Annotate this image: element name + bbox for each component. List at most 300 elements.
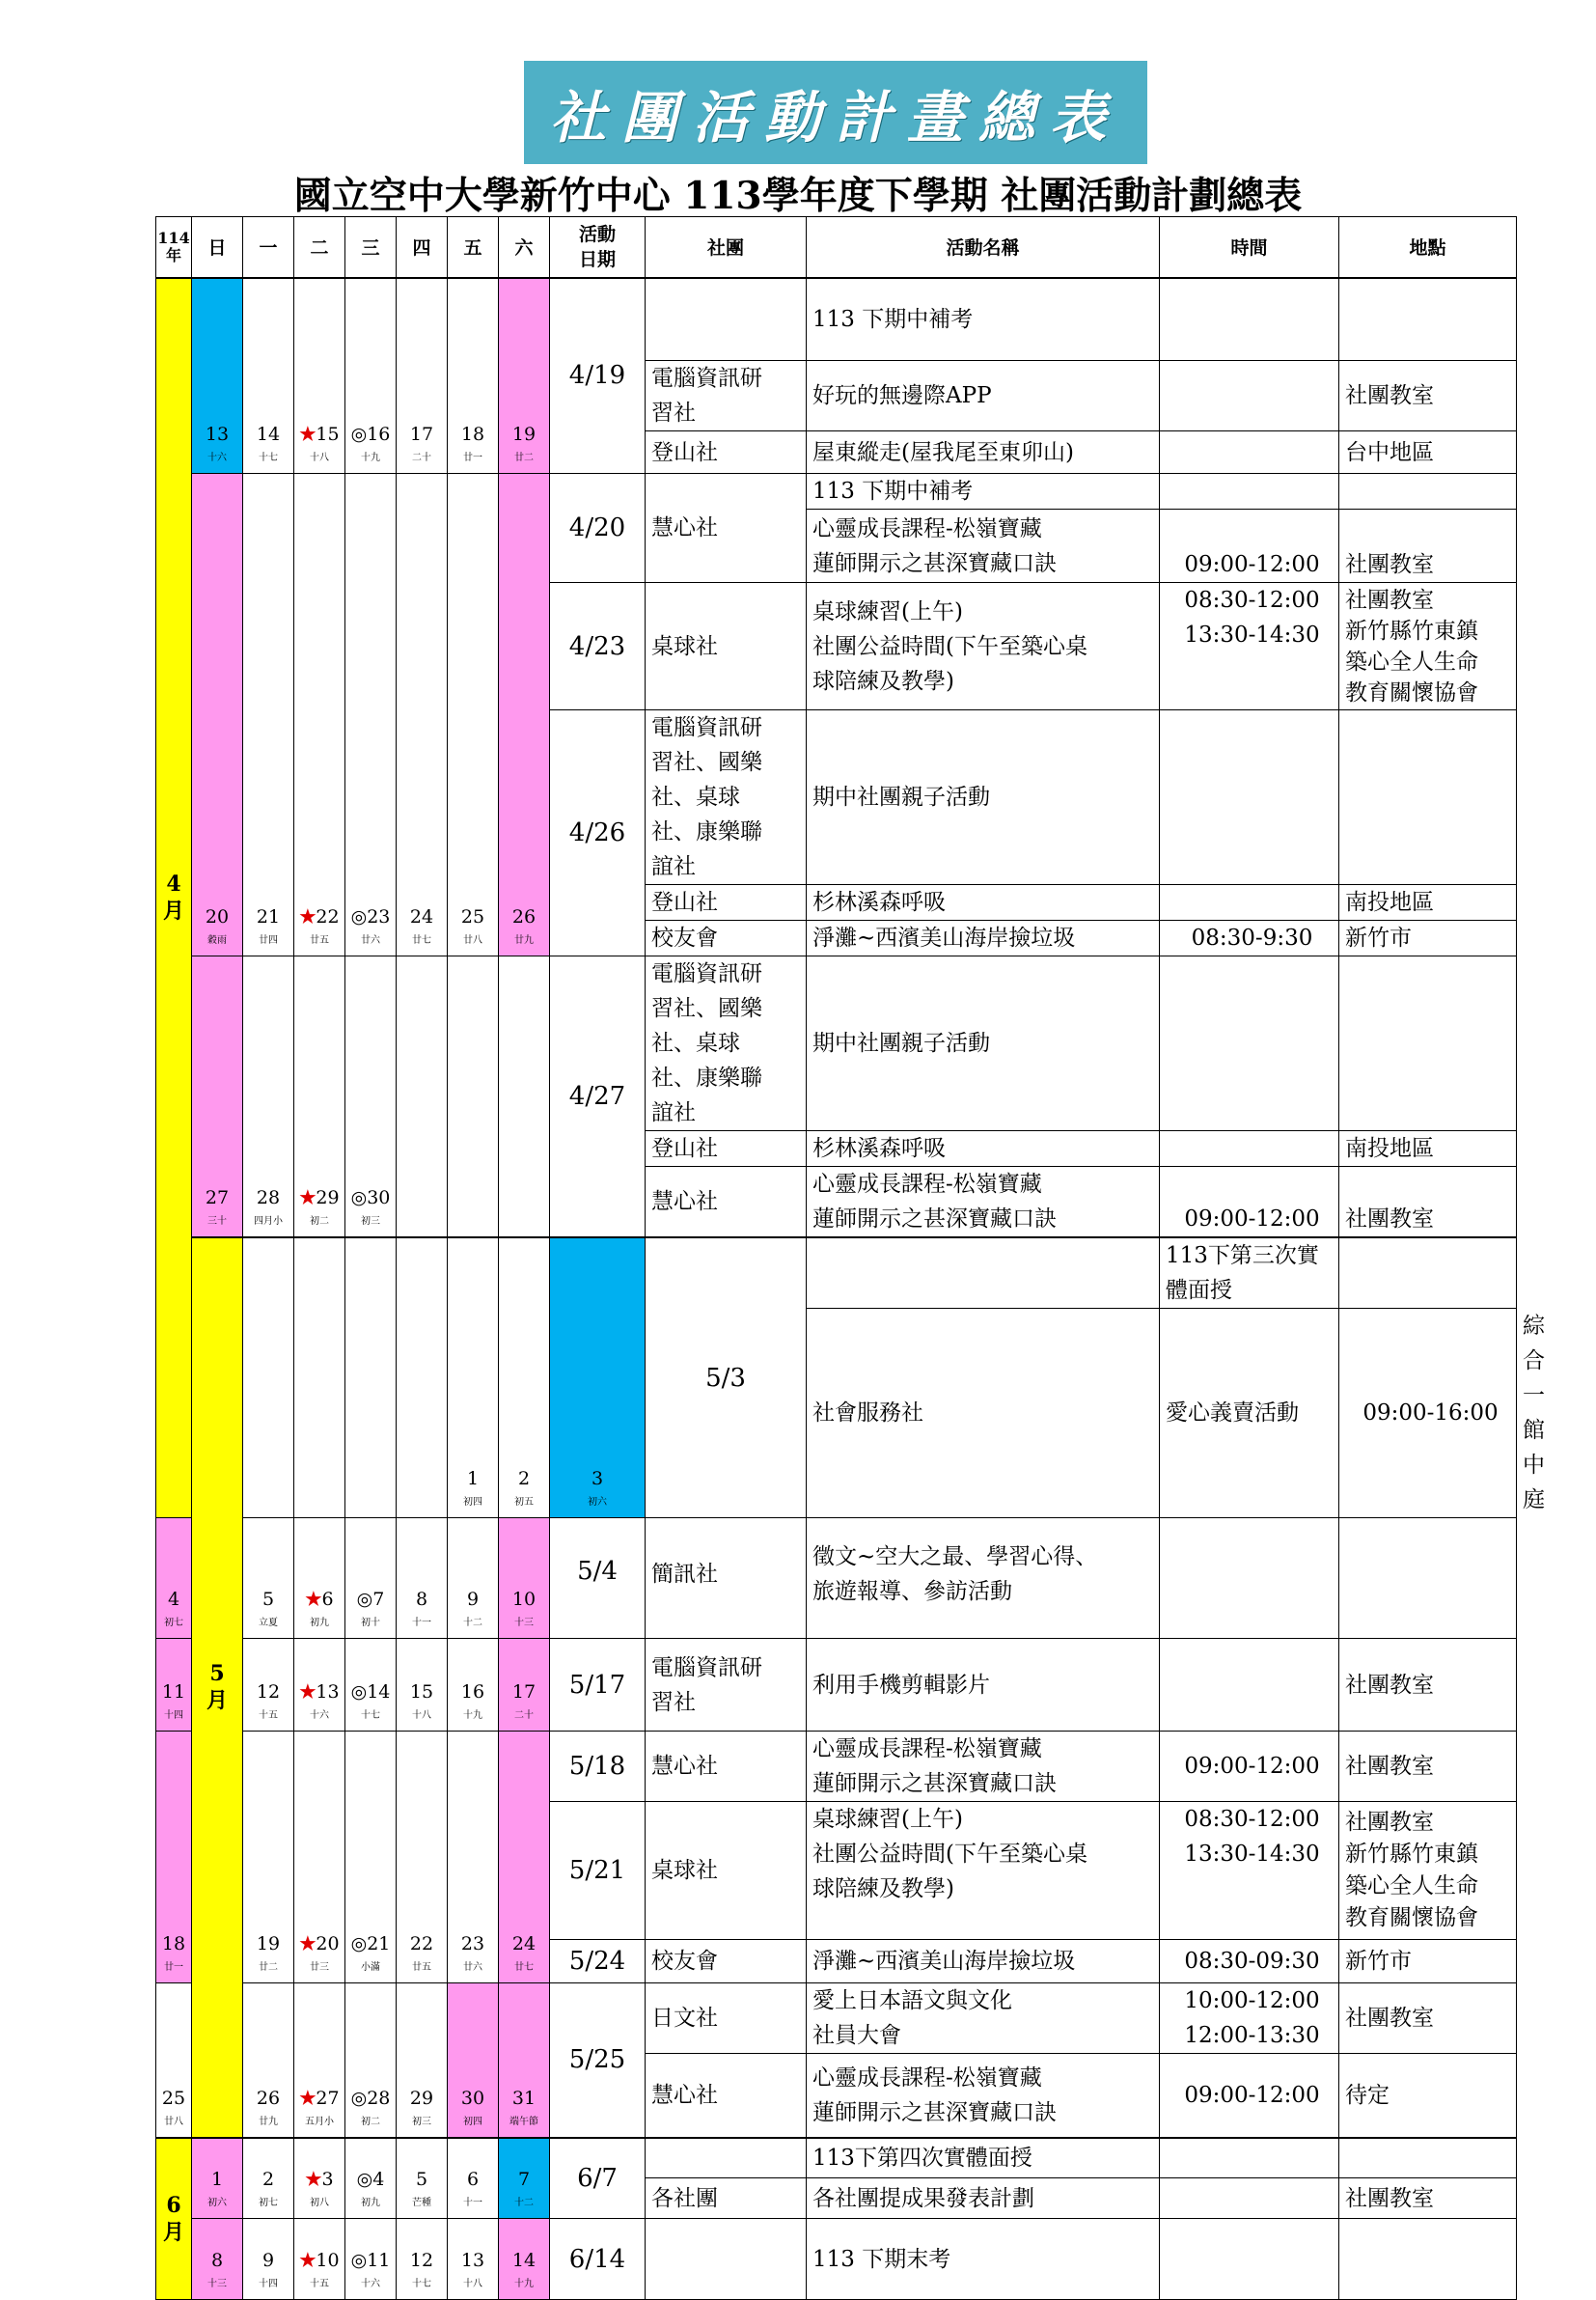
lunar-date: 廿二 [259, 1962, 278, 1973]
lunar-date: 初五 [514, 1497, 534, 1508]
time-cell: 08:30-12:00 13:30-14:30 [1160, 1802, 1339, 1940]
activity-cell: 113下第三次實體面授 [1160, 1237, 1339, 1309]
day-cell [499, 1983, 550, 2138]
day-cell [192, 2219, 243, 2300]
day-cell [156, 1732, 192, 1983]
day-number: 7 [517, 2169, 531, 2190]
activity-cell: 淨灘~西濱美山海岸撿垃圾 [807, 921, 1160, 956]
page-title: 國立空中大學新竹中心 113學年度下學期 社團活動計劃總表 [293, 174, 1303, 218]
day-number: 5 [261, 1589, 275, 1610]
header-row [156, 217, 1517, 278]
day-cell [397, 2219, 448, 2300]
club-cell [646, 2219, 807, 2300]
lunar-date: 廿二 [514, 453, 534, 463]
lunar-date: 十九 [463, 1710, 482, 1721]
club-cell: 登山社 [646, 1131, 807, 1167]
day-cell [397, 1518, 448, 1639]
day-number: ◎7 [356, 1589, 385, 1610]
place-cell [1339, 2219, 1517, 2300]
day-cell [192, 956, 243, 1238]
place-cell: 社團教室 [1339, 1639, 1517, 1732]
activity-cell: 徵文~空大之最、學習心得、 旅遊報導、參訪活動 [807, 1518, 1160, 1639]
header-sat: 六 [499, 217, 550, 278]
schedule-table: 114 年 日 一 二 三 四 五 六 活動 日期 社團 活動名稱 時間 地點 4 月 13 十六 14 十七 ★15 十八 ◎16 十九 17 二十 18 廿一 19 廿二 4/19 113 下期中補考 電腦資訊研 習社 好玩的無邊際APP 社團教室 登山社 屋東縱走(屋我尾至東卯山) 台中地區 20 穀雨 21 廿四 ★22 廿五 ◎23 廿六 24 廿七 25 廿八 26 廿九 4/20 慧心社 113 下期中補考 心靈成長課程-松嶺寶藏 蓮師開示之甚深寶藏口訣 09:00-12:00 社團教室 4/23 桌球社 桌球練習(上午) 社團公益時間(下午至築心桌 球陪練及教學) 08:30-12:00 13:30-14:30 社團教室 新竹縣竹東鎮 築心全人生命 教育關懷協會 4/26 電腦資訊研 習社、國樂 社、桌球 社、康樂聯 誼社 期中社團親子活動 登山社 杉林溪森呼吸 南投地區 校友會 淨灘~西濱美山海岸撿垃圾 08:30-9:30 新竹市 27 三十 28 四月小 ★29 初二 ◎30 初三 4/27 電腦資訊研 習社、國樂 社、桌球 社、康樂聯 誼社 期中社團親子活動 登山社 杉林溪森呼吸 南投地區 慧心社 心靈成長課程-松嶺寶藏 蓮師開示之甚深寶藏口訣 09:00-12:00 社團教室 5 月 1 初四 2 初五 3 初六 5/3 113下第三次實體面授 社會服務社 愛心義賣活動 09:00-16:00 綜合一館中庭 4 初七 5 立夏 ★6 初九 ◎7 初十 8 十一 9 十二 10 十三 5/4 簡訊社 徵文~空大之最、學習心得、 旅遊報導、參訪活動 11 十四 12 十五 ★13 十六 ◎14 十七 15 十八 16 十九 17 二十 5/17 電腦資訊研 習社 利用手機剪輯影片 社團教室 18 廿一 19 廿二 ★20 廿三 ◎21 小滿 22 廿五 23 廿六 24 廿七 5/18 慧心社 心靈成長課程-松嶺寶藏 蓮師開示之甚深寶藏口訣 09:00-12:00 社團教室 5/21 桌球社 桌球練習(上午) 社團公益時間(下午至築心桌 球陪練及教學) 08:30-12:00 13:30-14:30 社團教室 新竹縣竹東鎮 築心全人生命 教育關懷協會 5/24 校友會 淨灘~西濱美山海岸撿垃圾 08:30-09:30 新竹市 25 廿八 26 廿九 ★27 五月小 ◎28 初二 29 初三 30 初四 31 端午節 5/25 日文社 愛上日本語文與文化 社員大會 10:00-12:00 12:00-13:30 社團教室 慧心社 心靈成長課程-松嶺寶藏 蓮師開示之甚深寶藏口訣 09:00-12:00 待定 6 月 1 初六 2 初七 ★3 初八 ◎4 初九 5 芒種 6 十一 7 十二 6/7 113下第四次實體面授 各社團 各社團提成果發表計劃 社團教室 8 十三 9 十四 ★10 十五 ◎11 十六 12 十七 13 十八 14 十九 6/14 113 下期末考 [155, 216, 1517, 2300]
day-number: 21 [256, 906, 281, 928]
day-number: ★13 [299, 1681, 340, 1703]
lunar-date: 初七 [259, 2198, 278, 2208]
day-number: 8 [415, 1589, 428, 1610]
day-number: 23 [460, 1933, 485, 1954]
lunar-date: 初六 [207, 2198, 227, 2208]
day-cell [243, 1518, 294, 1639]
club-cell [807, 1237, 1160, 1309]
day-number: 25 [161, 2087, 186, 2109]
day-cell [294, 2138, 345, 2219]
time-cell: 08:30-09:30 [1160, 1940, 1339, 1983]
header-mon: 一 [243, 217, 294, 278]
club-cell: 桌球社 [646, 1802, 807, 1940]
day-number: 24 [409, 906, 434, 928]
lunar-date: 十四 [164, 1710, 183, 1721]
star-icon: ★ [305, 2169, 322, 2190]
activity-cell: 期中社團親子活動 [807, 710, 1160, 885]
lunar-date: 初二 [361, 2116, 380, 2127]
day-cell [448, 474, 499, 956]
day-number: 2 [261, 2169, 275, 2190]
day-number: 28 [256, 1187, 281, 1208]
day-cell [243, 1732, 294, 1983]
club-cell: 日文社 [646, 1983, 807, 2054]
lunar-date: 初二 [310, 1216, 329, 1227]
day-number: 9 [466, 1589, 480, 1610]
day-number: 24 [511, 1933, 537, 1954]
day-cell [397, 474, 448, 956]
day-number: 30 [460, 2087, 485, 2109]
day-number: 27 [205, 1187, 230, 1208]
time-cell [1160, 2219, 1339, 2300]
day-cell [499, 956, 550, 1238]
header-place: 地點 [1339, 217, 1517, 278]
day-cell [243, 2219, 294, 2300]
star-icon: ★ [299, 2250, 316, 2271]
lunar-date: 廿四 [259, 935, 278, 946]
club-cell: 簡訊社 [646, 1518, 807, 1639]
lunar-date: 十八 [412, 1710, 431, 1721]
day-cell [345, 956, 397, 1238]
day-cell [448, 2219, 499, 2300]
day-cell [243, 1639, 294, 1732]
lunar-date: 十一 [463, 2198, 482, 2208]
banner [524, 61, 1147, 164]
activity-date: 4/27 [550, 956, 646, 1238]
place-cell: 新竹市 [1339, 1940, 1517, 1983]
club-cell: 桌球社 [646, 583, 807, 710]
day-number: 31 [511, 2087, 537, 2109]
day-cell [550, 1237, 646, 1518]
day-number: 16 [460, 1681, 485, 1703]
time-cell [1160, 1131, 1339, 1167]
day-cell [448, 1518, 499, 1639]
day-cell [345, 1237, 397, 1518]
day-cell [345, 2219, 397, 2300]
day-cell [192, 278, 243, 474]
lunar-date: 四月小 [254, 1216, 283, 1227]
day-cell [294, 278, 345, 474]
day-number: ★10 [299, 2250, 340, 2271]
day-number: 17 [409, 424, 434, 445]
activity-cell: 淨灘~西濱美山海岸撿垃圾 [807, 1940, 1160, 1983]
day-number: 18 [161, 1933, 186, 1954]
lunar-date: 十三 [514, 1618, 534, 1628]
day-number: 19 [511, 424, 537, 445]
day-number: 4 [167, 1589, 180, 1610]
activity-date: 4/23 [550, 583, 646, 710]
lunar-date: 十一 [412, 1618, 431, 1628]
place-cell: 社團教室 [1339, 1983, 1517, 2054]
day-number: 14 [511, 2250, 537, 2271]
day-number: 5 [415, 2169, 428, 2190]
club-cell: 社會服務社 [807, 1309, 1160, 1518]
day-cell [294, 1518, 345, 1639]
day-cell [294, 2219, 345, 2300]
lunar-date: 十六 [361, 2279, 380, 2289]
club-cell: 慧心社 [646, 1167, 807, 1238]
day-cell [499, 474, 550, 956]
lunar-date: 十三 [207, 2279, 227, 2289]
day-cell [397, 956, 448, 1238]
day-number: 2 [517, 1468, 531, 1489]
time-cell [1160, 361, 1339, 431]
day-cell [397, 2138, 448, 2219]
lunar-date: 廿六 [361, 935, 380, 946]
day-number: ◎16 [350, 424, 391, 445]
time-cell: 09:00-12:00 [1160, 2054, 1339, 2138]
place-cell: 新竹市 [1339, 921, 1517, 956]
day-cell [294, 1732, 345, 1983]
day-number: 25 [460, 906, 485, 928]
day-cell [397, 1639, 448, 1732]
lunar-date: 初六 [588, 1497, 607, 1508]
lunar-date: 廿一 [463, 453, 482, 463]
day-cell [448, 1983, 499, 2138]
club-cell [646, 2138, 807, 2178]
day-cell [448, 1639, 499, 1732]
day-number: ◎14 [350, 1681, 391, 1703]
activity-date: 5/4 [550, 1518, 646, 1639]
time-cell [1160, 2138, 1339, 2178]
place-cell [1339, 956, 1517, 1131]
lunar-date: 初九 [310, 1618, 329, 1628]
day-cell [345, 1518, 397, 1639]
day-cell [294, 474, 345, 956]
day-number: ◎4 [356, 2169, 385, 2190]
lunar-date: 小滿 [361, 1962, 380, 1973]
day-cell [243, 1237, 294, 1518]
day-number: ★29 [299, 1187, 340, 1208]
header-thu: 四 [397, 217, 448, 278]
lunar-date: 十七 [412, 2279, 431, 2289]
activity-date: 5/24 [550, 1940, 646, 1983]
day-cell [156, 1518, 192, 1639]
star-icon: ★ [299, 906, 316, 928]
day-number: 26 [511, 906, 537, 928]
activity-cell: 心靈成長課程-松嶺寶藏 蓮師開示之甚深寶藏口訣 [807, 510, 1160, 583]
lunar-date: 十二 [463, 1618, 482, 1628]
club-cell: 校友會 [646, 921, 807, 956]
activity-cell: 113 下期中補考 [807, 474, 1160, 510]
activity-cell: 心靈成長課程-松嶺寶藏 蓮師開示之甚深寶藏口訣 [807, 1167, 1160, 1238]
club-cell: 校友會 [646, 1940, 807, 1983]
star-icon: ★ [305, 1589, 322, 1610]
star-icon: ★ [299, 1187, 316, 1208]
day-cell [156, 1983, 192, 2138]
star-icon: ★ [299, 1933, 316, 1954]
day-number: ◎30 [350, 1187, 391, 1208]
day-number: 3 [591, 1468, 604, 1489]
activity-cell: 屋東縱走(屋我尾至東卯山) [807, 431, 1160, 474]
activity-date: 5/18 [550, 1732, 646, 1802]
day-cell [448, 1237, 499, 1518]
day-cell [192, 2138, 243, 2219]
header-tue: 二 [294, 217, 345, 278]
day-number: ★27 [299, 2087, 340, 2109]
club-cell: 電腦資訊研 習社 [646, 361, 807, 431]
lunar-date: 二十 [514, 1710, 534, 1721]
day-number: 1 [210, 2169, 224, 2190]
lunar-date: 廿五 [310, 935, 329, 946]
star-icon: ★ [299, 424, 316, 445]
activity-date: 5/17 [550, 1639, 646, 1732]
place-cell: 社團教室 [1339, 361, 1517, 431]
lunar-date: 十四 [259, 2279, 278, 2289]
lunar-date: 端午節 [509, 2116, 538, 2127]
day-cell [397, 1237, 448, 1518]
lunar-date: 二十 [412, 453, 431, 463]
day-cell [345, 474, 397, 956]
lunar-date: 十五 [259, 1710, 278, 1721]
activity-cell: 愛上日本語文與文化 社員大會 [807, 1983, 1160, 2054]
club-cell: 登山社 [646, 885, 807, 921]
month-may: 5 月 [192, 1237, 243, 2138]
lunar-date: 初九 [361, 2198, 380, 2208]
time-cell: 09:00-16:00 [1339, 1309, 1517, 1518]
day-number: 13 [205, 424, 230, 445]
time-cell [1160, 2178, 1339, 2219]
day-cell [499, 2138, 550, 2219]
day-cell [448, 1732, 499, 1983]
lunar-date: 初四 [463, 2116, 482, 2127]
lunar-date: 廿八 [164, 2116, 183, 2127]
day-number: 6 [466, 2169, 480, 2190]
day-number: 15 [409, 1681, 434, 1703]
place-cell: 社團教室 新竹縣竹東鎮 築心全人生命 教育關懷協會 [1339, 583, 1517, 710]
lunar-date: 十六 [310, 1710, 329, 1721]
day-number: ★15 [299, 424, 340, 445]
place-cell [1339, 2138, 1517, 2178]
activity-date: 6/14 [550, 2219, 646, 2300]
activity-cell: 113 下期末考 [807, 2219, 1160, 2300]
lunar-date: 廿一 [164, 1962, 183, 1973]
time-cell [1339, 1237, 1517, 1309]
lunar-date: 十八 [310, 453, 329, 463]
place-cell: 社團教室 [1339, 1732, 1517, 1802]
month-april: 4 月 [156, 278, 192, 1518]
day-cell [156, 1639, 192, 1732]
place-cell: 社團教室 [1339, 1167, 1517, 1238]
day-number: 1 [466, 1468, 480, 1489]
time-cell [1160, 474, 1339, 510]
club-cell: 電腦資訊研 習社、國樂 社、桌球 社、康樂聯 誼社 [646, 710, 807, 885]
activity-cell: 桌球練習(上午) 社團公益時間(下午至築心桌 球陪練及教學) [807, 1802, 1160, 1940]
day-number: 29 [409, 2087, 434, 2109]
place-cell [1339, 710, 1517, 885]
activity-cell: 期中社團親子活動 [807, 956, 1160, 1131]
day-cell [345, 1639, 397, 1732]
lunar-date: 廿六 [463, 1962, 482, 1973]
activity-cell: 杉林溪森呼吸 [807, 885, 1160, 921]
day-cell [294, 1237, 345, 1518]
day-number: 8 [210, 2250, 224, 2271]
header-date: 活動 日期 [550, 217, 646, 278]
day-cell [397, 1732, 448, 1983]
activity-cell: 心靈成長課程-松嶺寶藏 蓮師開示之甚深寶藏口訣 [807, 1732, 1160, 1802]
lunar-date: 十七 [259, 453, 278, 463]
day-number: ◎11 [350, 2250, 391, 2271]
header-year: 114 年 [156, 217, 192, 278]
place-cell: 台中地區 [1339, 431, 1517, 474]
day-number: 12 [256, 1681, 281, 1703]
day-number: ★20 [299, 1933, 340, 1954]
day-number: 10 [511, 1589, 537, 1610]
day-cell [345, 278, 397, 474]
activity-cell: 杉林溪森呼吸 [807, 1131, 1160, 1167]
lunar-date: 穀雨 [207, 935, 227, 946]
time-cell [1160, 431, 1339, 474]
place-cell: 社團教室 [1339, 2178, 1517, 2219]
time-cell [1160, 1518, 1339, 1639]
lunar-date: 芒種 [412, 2198, 431, 2208]
day-cell [243, 956, 294, 1238]
day-cell [499, 1732, 550, 1983]
place-cell [1339, 474, 1517, 510]
day-cell [243, 278, 294, 474]
day-cell [499, 1639, 550, 1732]
lunar-date: 十八 [463, 2279, 482, 2289]
activity-cell: 各社團提成果發表計劃 [807, 2178, 1160, 2219]
day-cell [397, 1983, 448, 2138]
lunar-date: 廿五 [412, 1962, 431, 1973]
day-cell [499, 1237, 550, 1518]
lunar-date: 初十 [361, 1618, 380, 1628]
place-cell [1339, 1518, 1517, 1639]
lunar-date: 十二 [514, 2198, 534, 2208]
club-cell: 電腦資訊研 習社、國樂 社、桌球 社、康樂聯 誼社 [646, 956, 807, 1131]
place-cell [1339, 278, 1517, 361]
activity-cell: 桌球練習(上午) 社團公益時間(下午至築心桌 球陪練及教學) [807, 583, 1160, 710]
day-number: ◎21 [350, 1933, 391, 1954]
header-club: 社團 [646, 217, 807, 278]
activity-cell: 利用手機剪輯影片 [807, 1639, 1160, 1732]
lunar-date: 十七 [361, 1710, 380, 1721]
activity-date: 6/7 [550, 2138, 646, 2219]
day-cell [192, 474, 243, 956]
lunar-date: 十五 [310, 2279, 329, 2289]
activity-cell: 心靈成長課程-松嶺寶藏 蓮師開示之甚深寶藏口訣 [807, 2054, 1160, 2138]
lunar-date: 廿七 [514, 1962, 534, 1973]
club-cell: 各社團 [646, 2178, 807, 2219]
lunar-date: 十六 [207, 453, 227, 463]
day-cell [243, 474, 294, 956]
time-cell [1160, 956, 1339, 1131]
lunar-date: 廿八 [463, 935, 482, 946]
time-cell [1160, 1639, 1339, 1732]
header-wed: 三 [345, 217, 397, 278]
header-time: 時間 [1160, 217, 1339, 278]
lunar-date: 初三 [361, 1216, 380, 1227]
club-cell: 慧心社 [646, 474, 807, 583]
day-cell [345, 2138, 397, 2219]
activity-date: 4/19 [550, 278, 646, 474]
day-number: 9 [261, 2250, 275, 2271]
day-number: 14 [256, 424, 281, 445]
activity-cell: 113下第四次實體面授 [807, 2138, 1160, 2178]
day-number: ★22 [299, 906, 340, 928]
lunar-date: 廿九 [514, 935, 534, 946]
day-number: ★6 [305, 1589, 334, 1610]
day-number: 13 [460, 2250, 485, 2271]
lunar-date: 三十 [207, 1216, 227, 1227]
day-number: ★3 [305, 2169, 334, 2190]
activity-cell: 113 下期中補考 [807, 278, 1160, 361]
time-cell [1160, 885, 1339, 921]
activity-date: 4/20 [550, 474, 646, 583]
header-sun: 日 [192, 217, 243, 278]
activity-date: 5/3 [646, 1237, 807, 1518]
time-cell [1160, 710, 1339, 885]
activity-date: 5/25 [550, 1983, 646, 2138]
day-cell [345, 1983, 397, 2138]
day-cell [294, 956, 345, 1238]
header-activity: 活動名稱 [807, 217, 1160, 278]
banner-text: 社團活動計畫總表 [549, 84, 1121, 151]
day-cell [294, 1639, 345, 1732]
time-cell: 08:30-9:30 [1160, 921, 1339, 956]
day-number: 20 [205, 906, 230, 928]
day-number: 12 [409, 2250, 434, 2271]
activity-date: 5/21 [550, 1802, 646, 1940]
day-cell [448, 2138, 499, 2219]
activity-cell: 愛心義賣活動 [1160, 1309, 1339, 1518]
star-icon: ★ [299, 1681, 316, 1703]
place-cell: 社團教室 新竹縣竹東鎮 築心全人生命 教育關懷協會 [1339, 1802, 1517, 1940]
month-june: 6 月 [156, 2138, 192, 2300]
day-cell [243, 2138, 294, 2219]
time-cell: 08:30-12:00 13:30-14:30 [1160, 583, 1339, 710]
lunar-date: 十九 [361, 453, 380, 463]
day-cell [448, 956, 499, 1238]
day-cell [243, 1983, 294, 2138]
day-cell [448, 278, 499, 474]
club-cell [646, 278, 807, 361]
lunar-date: 十九 [514, 2279, 534, 2289]
lunar-date: 廿七 [412, 935, 431, 946]
lunar-date: 初八 [310, 2198, 329, 2208]
activity-date: 4/26 [550, 710, 646, 956]
day-number: ◎28 [350, 2087, 391, 2109]
time-cell: 09:00-12:00 [1160, 1732, 1339, 1802]
day-number: 11 [161, 1681, 186, 1703]
day-number: 26 [256, 2087, 281, 2109]
